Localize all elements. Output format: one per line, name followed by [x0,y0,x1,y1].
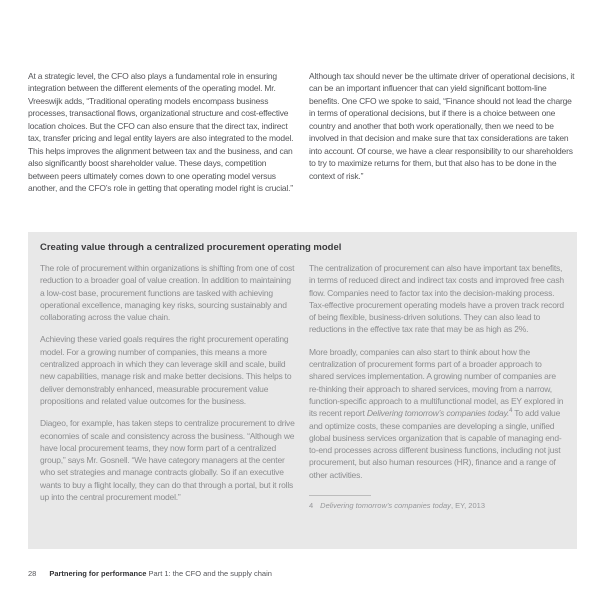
page-footer [28,569,272,578]
feature-box [28,232,577,549]
footnote-reference: 4 [509,408,513,415]
intro-paragraph-left: At a strategic level, the CFO also plays a fundamental role in ensuring integration between the different elements of the operating model. Mr. Vreeswijk adds, “Traditional operating models encompass business processes, transactional flows, organizational structure and cost-effective location choices. But the CFO can also ensure that the direct tax, indirect tax, transfer pricing and legal entity layers are also integrated to the model. This helps improves the alignment between tax and the business, and can also significantly boost shareholder value. These days, competition between peers ultimately comes down to one operating model versus another, and the CFO’s role in getting that operating model right is crucial.” [28,71,294,194]
box-paragraph [309,346,565,481]
feature-box-column-left [40,262,297,513]
box-paragraph-text: More broadly, companies can also start to think about how the centralization of procurement forms part of a broader approach to shared services implementation. A growing number of companies are re-thinking their approach to shared services, moving from a narrow, function-specific approach to a multifunctional model, as EY explored in its recent report [309,346,564,419]
box-paragraph: Diageo, for example, has taken steps to centralize procurement to drive economies of scale and consistency across the business. “Although we have local procurement teams, they now form part of a centralized group,” says Mr. Gosnell. “We have category managers at the center who set strategies and manage contracts globally. So if an executive wants to buy a flight locally, they can do that through a portal, but it rolls up into the central procurement model.” [40,418,295,503]
report-title-italic: Delivering tomorrow’s companies today. [366,408,510,419]
intro-paragraph-right: Although tax should never be the ultimate driver of operational decisions, it can be an important influencer that can yield significant bottom-line benefits. One CFO we spoke to said, “Finance should not lead the charge in terms of operational decisions, but if there is a choice between one country and another that both work operationally, then we need to be involved in that decision and make sure that tax considerations are taken into account. Of course, we have a clear responsibility to our shareholders to try to maximize returns for them, but that also has to be done in the context of risk.” [309,71,575,181]
footnote-suffix: , EY, 2013 [450,501,485,511]
footer-report-title: Partnering for performance [49,569,147,578]
box-paragraph: The role of procurement within organizations is shifting from one of cost reduction to a broader goal of value creation. In addition to maintaining a low-cost base, procurement functions are tasked with achieving operational excellence, managing key risks, sourcing sustainably and collaborating across the value chain. [40,263,295,323]
feature-box-title: Creating value through a centralized procurement operating model [40,242,342,253]
footnote [309,495,565,512]
box-paragraph-text: To add value and optimize costs, these companies are developing a single, unified global business services organization that is capable of managing end-to-end processes across different business functions, including not just procurement, but also human resources (HR), finance and a range of other activities. [309,408,562,480]
footnote-marker: 4 [309,501,314,511]
feature-box-columns [40,262,565,513]
box-paragraph: The centralization of procurement can also have important tax benefits, in terms of reduced direct and indirect tax costs and improved free cash flow. Companies need to factor tax into the decision-making process. Tax-effective procurement operating models have a proven track record of being flexible, business-driven solutions. They can also lead to reductions in the effective tax rate that may be as high as 2%. [309,263,564,335]
footnote-title-italic: Delivering tomorrow’s companies today [320,501,451,511]
feature-box-column-right [309,262,565,513]
box-paragraph: Achieving these varied goals requires the right procurement operating model. For a growing number of companies, this means a more centralized approach in which they can leverage skill and scale, build new capabilities, manage risk and make better decisions. This helps to deliver demonstrably enhanced, measurable procurement value propositions and related value outcomes for the business. [40,334,292,406]
footer-report-subtitle: Part 1: the CFO and the supply chain [146,569,272,578]
intro-section [28,70,577,195]
page-number: 28 [28,569,37,578]
footnote-divider [309,495,371,496]
